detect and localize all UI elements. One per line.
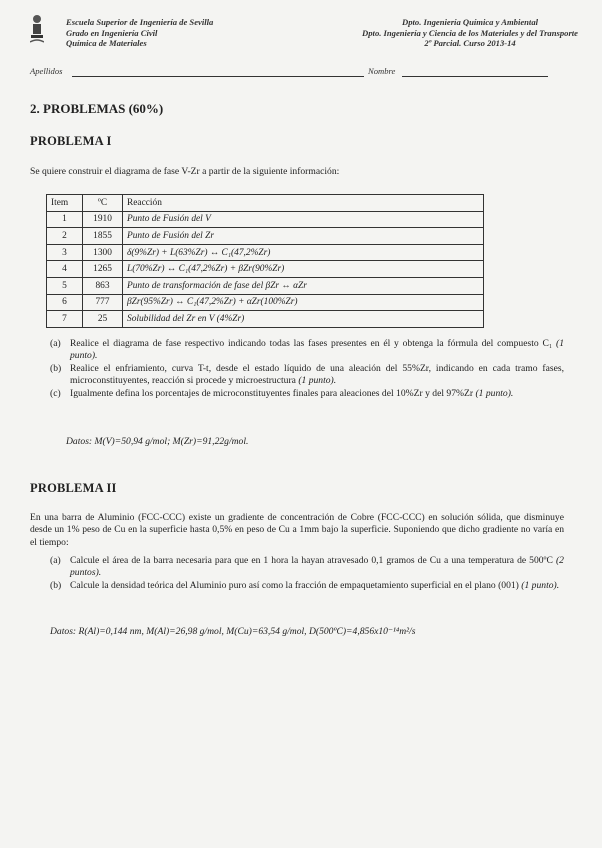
reaction-cell: δ(9%Zr) + L(63%Zr) ↔ C₁(47,2%Zr) <box>123 244 484 261</box>
header-left <box>66 17 213 49</box>
department-2: Dpto. Ingeniería y Ciencia de los Materiales y del Transporte <box>362 27 578 38</box>
header-right <box>362 17 578 49</box>
problem-1-questions <box>50 338 564 402</box>
item-cell: 6 <box>47 294 83 311</box>
problem-1-intro: Se quiere construir el diagrama de fase V-Zr a partir de la siguiente información: <box>30 166 340 177</box>
university-logo-icon <box>30 14 44 44</box>
question-points: (1 punto). <box>475 388 514 400</box>
question-text: Realice el enfriamiento, curva T-t, desde el estado líquido de una aleación del 55%Zr, indicando en cada tramo fases, microconstituyentes, reacción si procede y microestructura <box>70 363 564 386</box>
question-points: (1 punto). <box>70 338 564 361</box>
col-header-reaction: Reacción <box>123 195 484 212</box>
question-text: Calcule el área de la barra necesaria para que en 1 hora la hayan atravesado 0,1 gramos de Cu a una temperatura de 500ºC <box>70 555 553 566</box>
problem-2-data: Datos: R(Al)=0,144 nm, M(Al)=26,98 g/mol, M(Cu)=63,54 g/mol, D(500ºC)=4,856x10⁻¹⁴m²/s <box>50 626 416 637</box>
phase-data-table <box>46 194 484 328</box>
item-cell: 7 <box>47 311 83 328</box>
table-row <box>47 261 484 278</box>
table-row <box>47 277 484 294</box>
surname-label: Apellidos <box>30 66 63 76</box>
question-item <box>50 555 564 578</box>
question-text: Realice el diagrama de fase respectivo indicando todas las fases presentes en él y obtenga la fórmula del compuesto C₁ <box>70 338 553 349</box>
question-text: Calcule la densidad teórica del Aluminio puro así como la fracción de empaquetamiento superficial en el plano (001) <box>70 580 519 592</box>
question-points: (1 punto). <box>298 374 337 386</box>
col-header-item: Item <box>47 195 83 212</box>
reaction-cell: Punto de Fusión del V <box>123 211 484 228</box>
table-row <box>47 211 484 228</box>
question-item <box>50 580 564 592</box>
question-label: (a) <box>50 338 61 349</box>
reaction-cell: L(70%Zr) ↔ C₁(47,2%Zr) + βZr(90%Zr) <box>123 261 484 278</box>
reaction-cell: Punto de Fusión del Zr <box>123 228 484 245</box>
school-name: Escuela Superior de Ingeniería de Sevilla <box>66 17 214 27</box>
course-name: Química de Materiales <box>66 38 147 48</box>
item-cell: 4 <box>47 261 83 278</box>
question-item <box>50 363 564 386</box>
section-title: 2. PROBLEMAS (60%) <box>30 101 164 116</box>
table-row <box>47 244 484 261</box>
problem-2-questions <box>50 555 564 594</box>
table-row <box>47 311 484 328</box>
question-item <box>50 388 564 400</box>
reaction-cell: βZr(95%Zr) ↔ C₁(47,2%Zr) + αZr(100%Zr) <box>123 294 484 311</box>
item-cell: 2 <box>47 228 83 245</box>
question-label: (b) <box>50 580 62 592</box>
item-cell: 5 <box>47 277 83 294</box>
problem-2-title: PROBLEMA II <box>30 481 117 495</box>
question-item <box>50 338 564 361</box>
question-text: Igualmente defina los porcentajes de microconstituyentes finales para aleaciones del 10%Zr y del 97%Zr <box>70 388 474 400</box>
temp-cell: 863 <box>83 277 123 294</box>
surname-field[interactable] <box>72 76 364 77</box>
item-cell: 3 <box>47 244 83 261</box>
name-field[interactable] <box>402 76 548 77</box>
temp-cell: 1910 <box>83 211 123 228</box>
question-points: (1 punto). <box>521 580 560 592</box>
temp-cell: 777 <box>83 294 123 311</box>
col-header-temp: ºC <box>83 195 123 212</box>
question-points: (2 puntos). <box>70 555 564 578</box>
name-label: Nombre <box>368 66 396 76</box>
problem-2-intro: En una barra de Aluminio (FCC-CCC) existe un gradiente de concentración de Cobre (FCC-CCC) en solución sólida, que disminuye desde un 1% peso de Cu en la superficie hasta 0,5% en peso de Cu a 1mm bajo la superficie. Suponiendo que dicho gradiente no varía en el tiempo: <box>30 512 564 548</box>
exam-info: 2º Parcial. Curso 2013-14 <box>424 38 516 48</box>
question-label: (c) <box>50 388 61 400</box>
item-cell: 1 <box>47 211 83 228</box>
temp-cell: 1855 <box>83 228 123 245</box>
department-1: Dpto. Ingeniería Química y Ambiental <box>402 17 539 27</box>
question-label: (a) <box>50 555 61 566</box>
problem-1-data: Datos: M(V)=50,94 g/mol; M(Zr)=91,22g/mol. <box>66 436 249 447</box>
question-label: (b) <box>50 363 62 375</box>
degree-name: Grado en Ingeniería Civil <box>66 27 158 38</box>
temp-cell: 1300 <box>83 244 123 261</box>
problem-1-title: PROBLEMA I <box>30 134 112 148</box>
reaction-cell: Solubilidad del Zr en V (4%Zr) <box>123 311 484 328</box>
reaction-cell: Punto de transformación de fase del βZr ↔ αZr <box>123 277 484 294</box>
temp-cell: 25 <box>83 311 123 328</box>
table-row <box>47 228 484 245</box>
table-row <box>47 294 484 311</box>
temp-cell: 1265 <box>83 261 123 278</box>
table-header-row <box>47 195 484 212</box>
